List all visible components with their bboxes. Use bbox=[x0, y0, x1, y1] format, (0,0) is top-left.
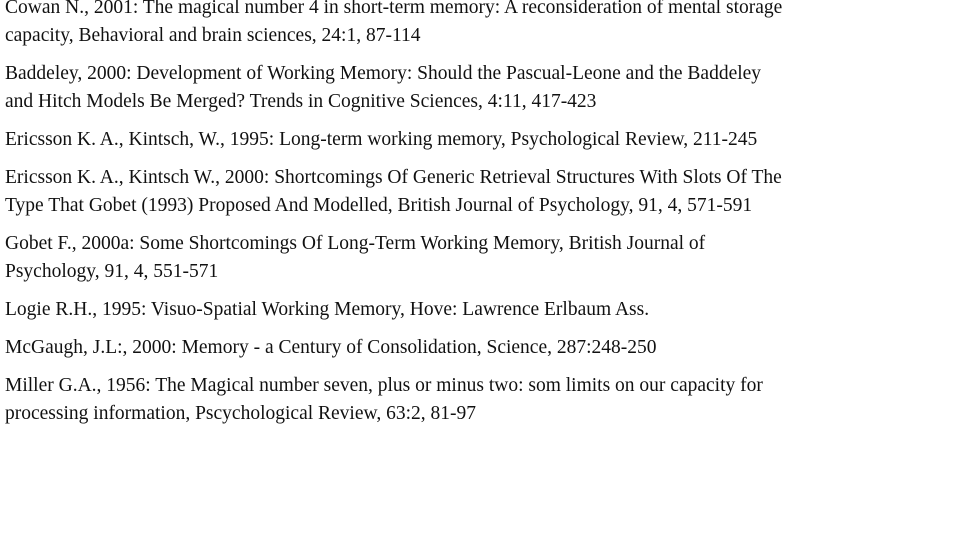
reference-line: Miller G.A., 1956: The Magical number seven, plus or minus two: som limits on our capacity for bbox=[5, 375, 763, 396]
reference-line: Ericsson K. A., Kintsch W., 2000: Shortcomings Of Generic Retrieval Structures With Slots Of The bbox=[5, 167, 782, 188]
reference-line: Gobet F., 2000a: Some Shortcomings Of Long-Term Working Memory, British Journal of bbox=[5, 233, 706, 254]
reference-miller-1956 bbox=[5, 372, 960, 428]
reference-ericsson-2000 bbox=[5, 164, 960, 220]
reference-line: capacity, Behavioral and brain sciences, 24:1, 87-114 bbox=[5, 25, 421, 46]
reference-line: Type That Gobet (1993) Proposed And Modelled, British Journal of Psychology, 91, 4, 571-591 bbox=[5, 195, 753, 216]
reference-ericsson-1995 bbox=[5, 126, 960, 154]
reference-baddeley-2000 bbox=[5, 60, 960, 116]
reference-gobet-2000a bbox=[5, 230, 960, 286]
reference-cowan-2001 bbox=[5, 0, 960, 50]
reference-logie-1995 bbox=[5, 296, 960, 324]
reference-line: and Hitch Models Be Merged? Trends in Cognitive Sciences, 4:11, 417-423 bbox=[5, 91, 597, 112]
reference-mcgaugh-2000 bbox=[5, 334, 960, 362]
reference-line: Baddeley, 2000: Development of Working Memory: Should the Pascual-Leone and the Baddeley bbox=[5, 63, 762, 84]
reference-line: processing information, Pscychological Review, 63:2, 81-97 bbox=[5, 403, 476, 424]
reference-line: Logie R.H., 1995: Visuo-Spatial Working Memory, Hove: Lawrence Erlbaum Ass. bbox=[5, 299, 650, 320]
reference-line: Cowan N., 2001: The magical number 4 in short-term memory: A reconsideration of mental storage bbox=[5, 0, 783, 18]
reference-line: Ericsson K. A., Kintsch, W., 1995: Long-term working memory, Psychological Review, 211-245 bbox=[5, 129, 758, 150]
reference-line: Psychology, 91, 4, 551-571 bbox=[5, 261, 219, 282]
reference-line: McGaugh, J.L:, 2000: Memory - a Century of Consolidation, Science, 287:248-250 bbox=[5, 337, 657, 358]
